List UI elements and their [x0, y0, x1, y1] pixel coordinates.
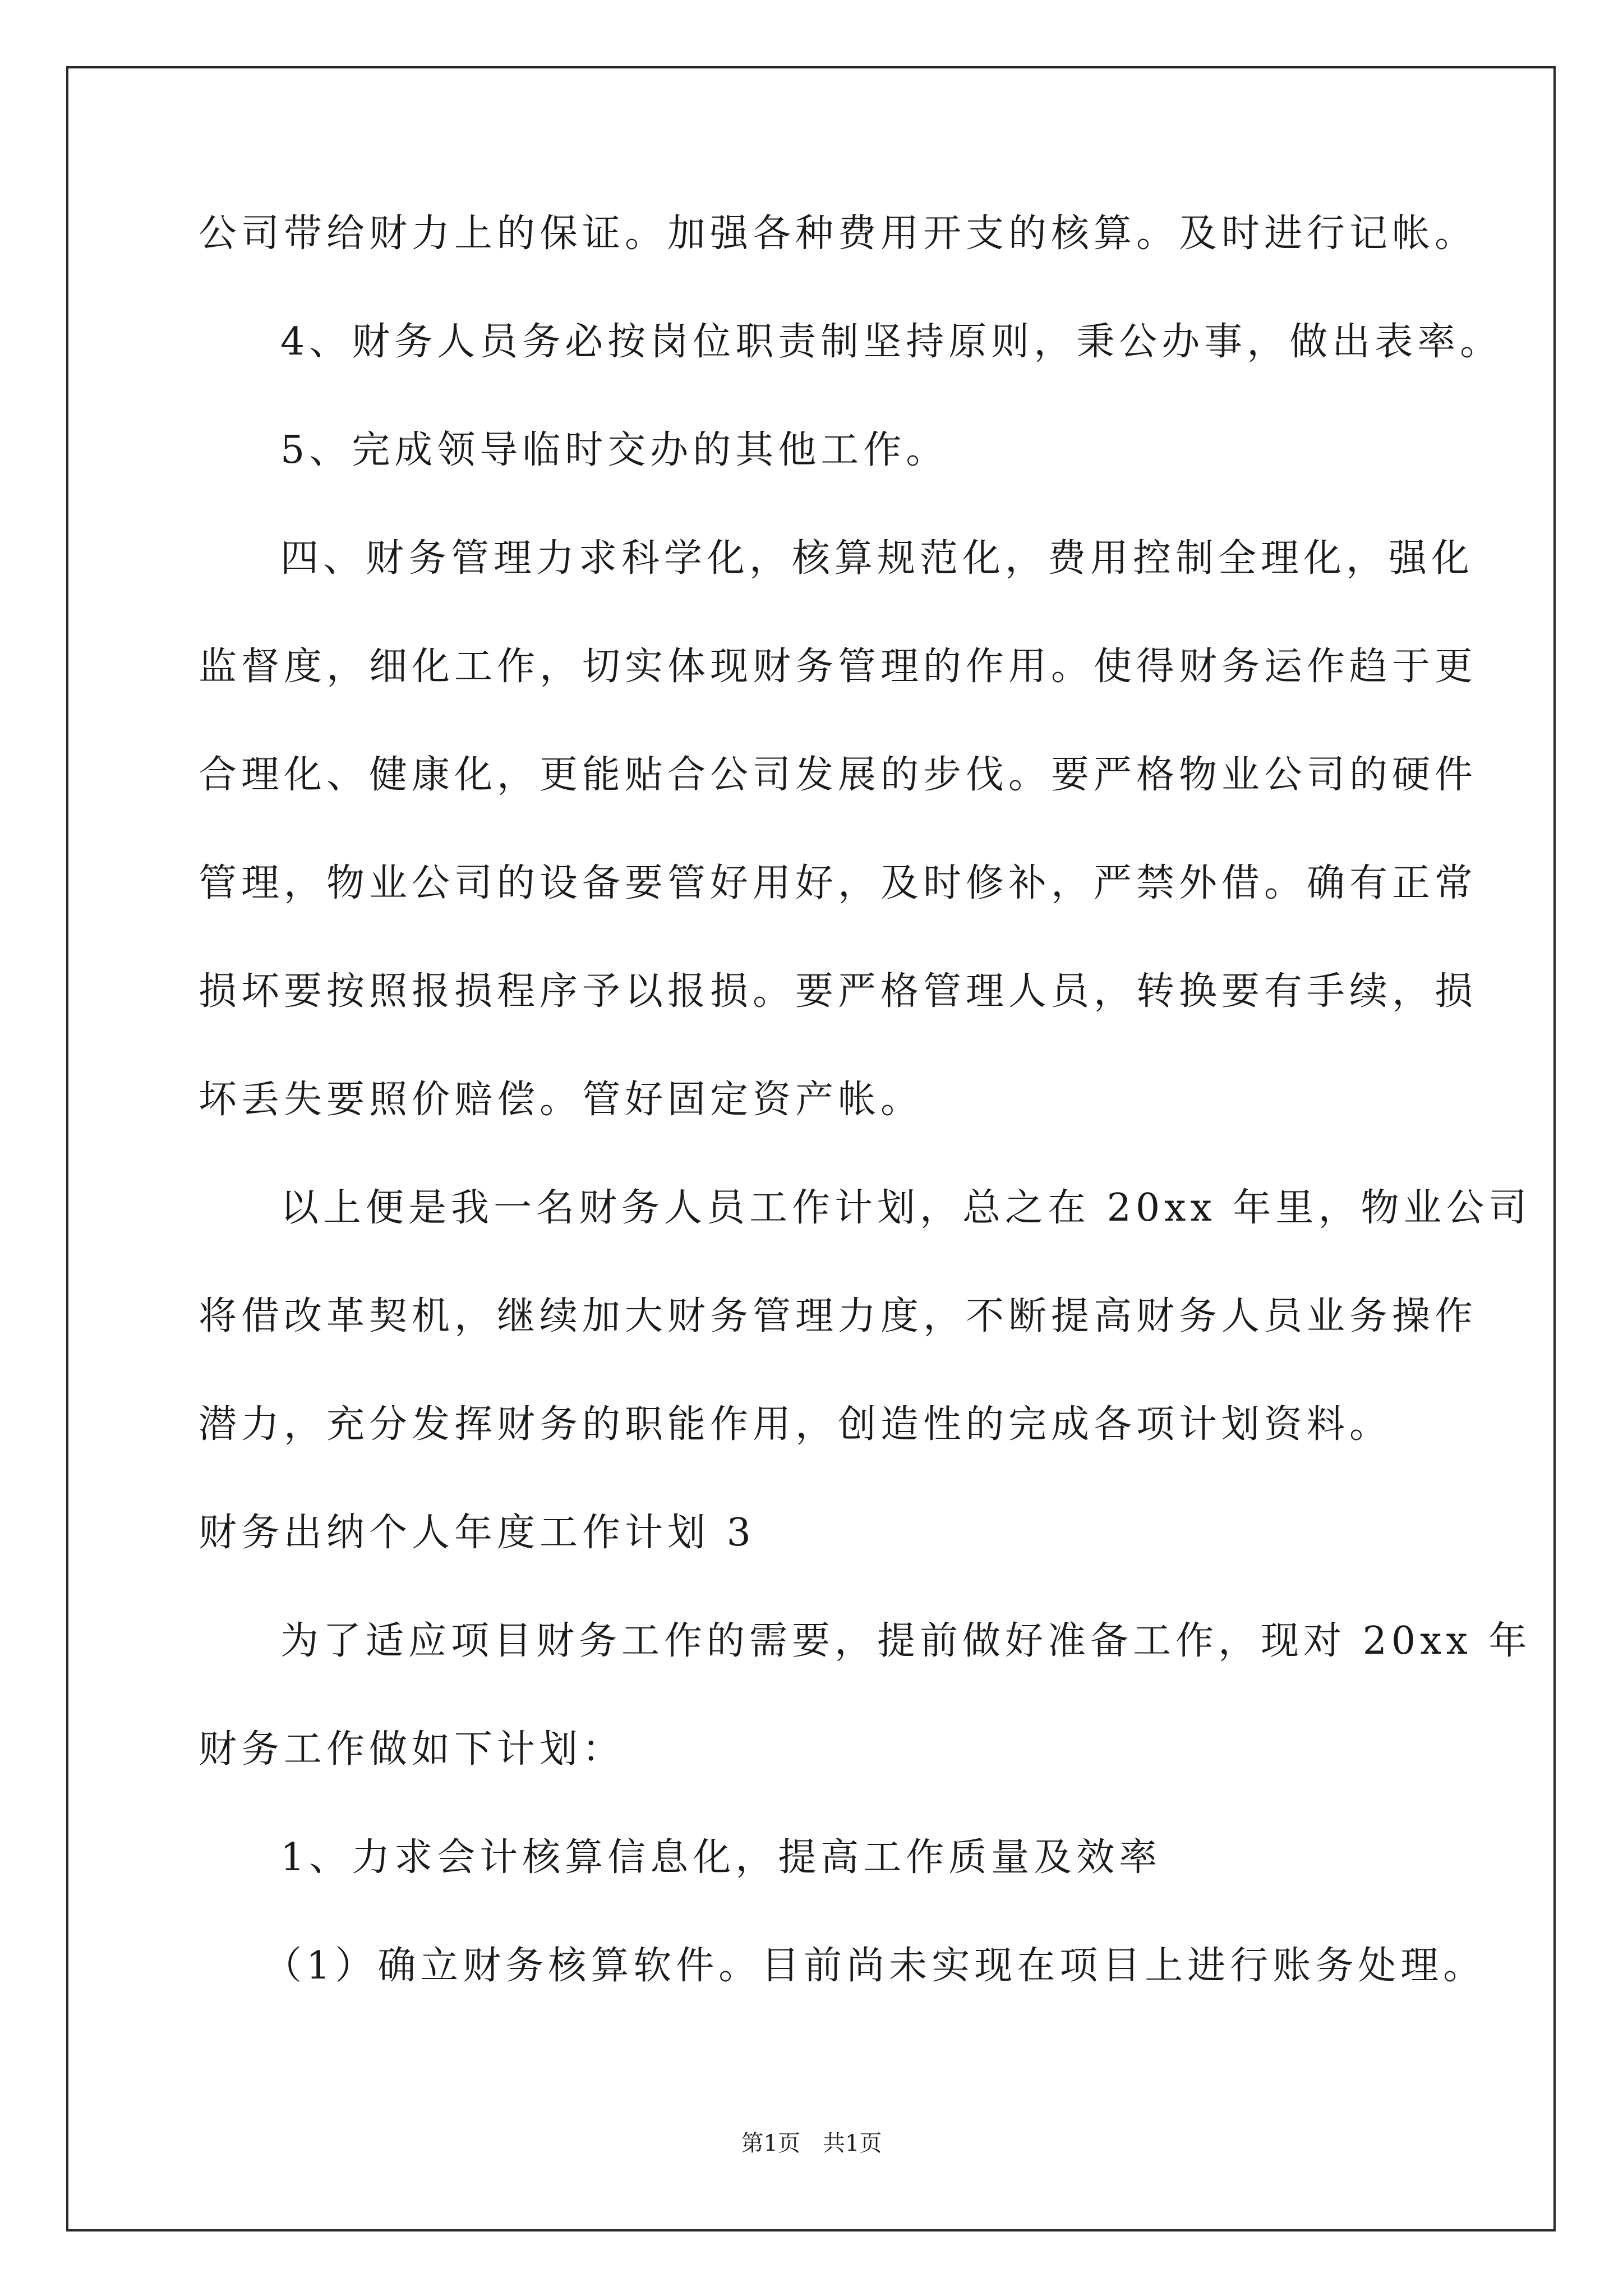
paragraph-line: 合理化、健康化，更能贴合公司发展的步伐。要严格物业公司的硬件 [199, 753, 1478, 797]
paragraph-line: 监督度，细化工作，切实体现财务管理的作用。使得财务运作趋于更 [199, 645, 1478, 689]
paragraph-line: 公司带给财力上的保证。加强各种费用开支的核算。及时进行记帐。 [199, 211, 1478, 256]
paragraph-line: 损坏要按照报损程序予以报损。要严格管理人员，转换要有手续，损 [199, 969, 1478, 1014]
paragraph-line: 为了适应项目财务工作的需要，提前做好准备工作，现对 20xx 年 [280, 1619, 1532, 1663]
paragraph-line: （1）确立财务核算软件。目前尚未实现在项目上进行账务处理。 [264, 1944, 1486, 1988]
paragraph-line: 潜力，充分发挥财务的职能作用，创造性的完成各项计划资料。 [199, 1402, 1393, 1447]
page-footer: 第1页 共1页 [741, 2131, 882, 2156]
paragraph-line: 将借改革契机，继续加大财务管理力度，不断提高财务人员业务操作 [199, 1294, 1478, 1338]
paragraph-line: 以上便是我一名财务人员工作计划，总之在 20xx 年里，物业公司 [280, 1186, 1532, 1230]
paragraph-line: 管理，物业公司的设备要管好用好，及时修补，严禁外借。确有正常 [199, 861, 1478, 905]
paragraph-line: 财务工作做如下计划： [199, 1727, 625, 1772]
paragraph-line: 5、完成领导临时交办的其他工作。 [280, 428, 949, 472]
page-border [66, 66, 1556, 2231]
section-heading: 财务出纳个人年度工作计划 3 [199, 1511, 755, 1555]
paragraph-line: 4、财务人员务必按岗位职责制坚持原则，秉公办事，做出表率。 [280, 320, 1503, 364]
paragraph-line: 1、力求会计核算信息化，提高工作质量及效率 [280, 1835, 1162, 1880]
paragraph-line: 四、财务管理力求科学化，核算规范化，费用控制全理化，强化 [280, 536, 1474, 581]
paragraph-line: 坏丢失要照价赔偿。管好固定资产帐。 [199, 1078, 924, 1122]
